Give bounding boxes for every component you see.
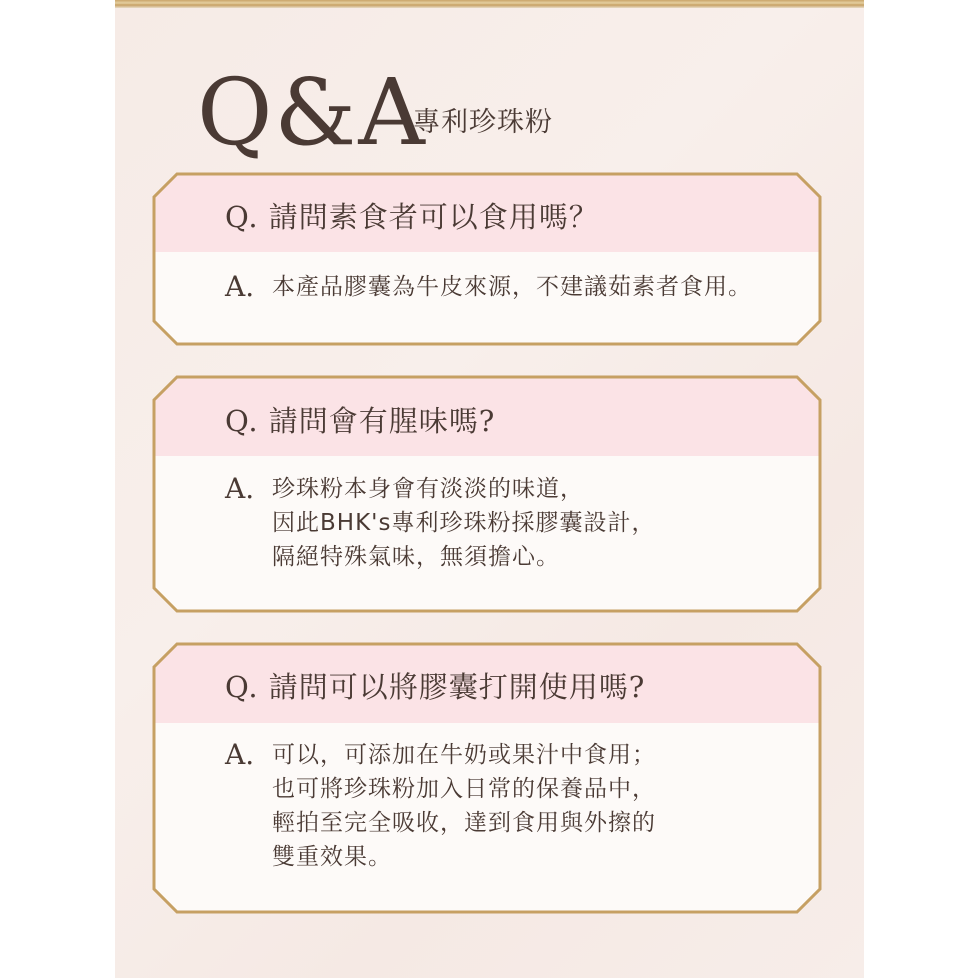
qa-heading: Q&A [197, 59, 427, 166]
question-text: Q. 請問可以將膠囊打開使用嗎? [225, 670, 646, 704]
answer-line: 隔絕特殊氣味，無須擔心。 [272, 544, 560, 570]
content-panel [115, 0, 864, 978]
answer-marker: A. [225, 270, 255, 303]
answer-line: 也可將珍珠粉加入日常的保養品中， [272, 776, 656, 802]
answer-line: 本產品膠囊為牛皮來源，不建議茹素者食用。 [272, 274, 752, 300]
answer-text [272, 472, 655, 574]
answer-line: 雙重效果。 [272, 844, 392, 870]
faq-card-1 [151, 171, 823, 347]
question-text: Q. 請問會有腥味嗎? [225, 404, 496, 438]
answer-line: 輕拍至完全吸收，達到食用與外擦的 [272, 810, 656, 836]
qa-subheading: 專利珍珠粉 [413, 107, 553, 138]
top-gold-rule [115, 0, 864, 8]
answer-line: 因此BHK's專利珍珠粉採膠囊設計， [272, 510, 656, 536]
question-text: Q. 請問素食者可以食用嗎？ [225, 200, 599, 234]
answer-text [272, 738, 656, 874]
faq-card-2 [151, 374, 823, 614]
answer-line: 珍珠粉本身會有淡淡的味道， [272, 476, 584, 502]
answer-text [272, 270, 752, 304]
answer-marker: A. [225, 738, 255, 771]
answer-line: 可以，可添加在牛奶或果汁中食用； [272, 742, 656, 768]
answer-marker: A. [225, 472, 255, 505]
faq-card-3 [151, 641, 823, 915]
